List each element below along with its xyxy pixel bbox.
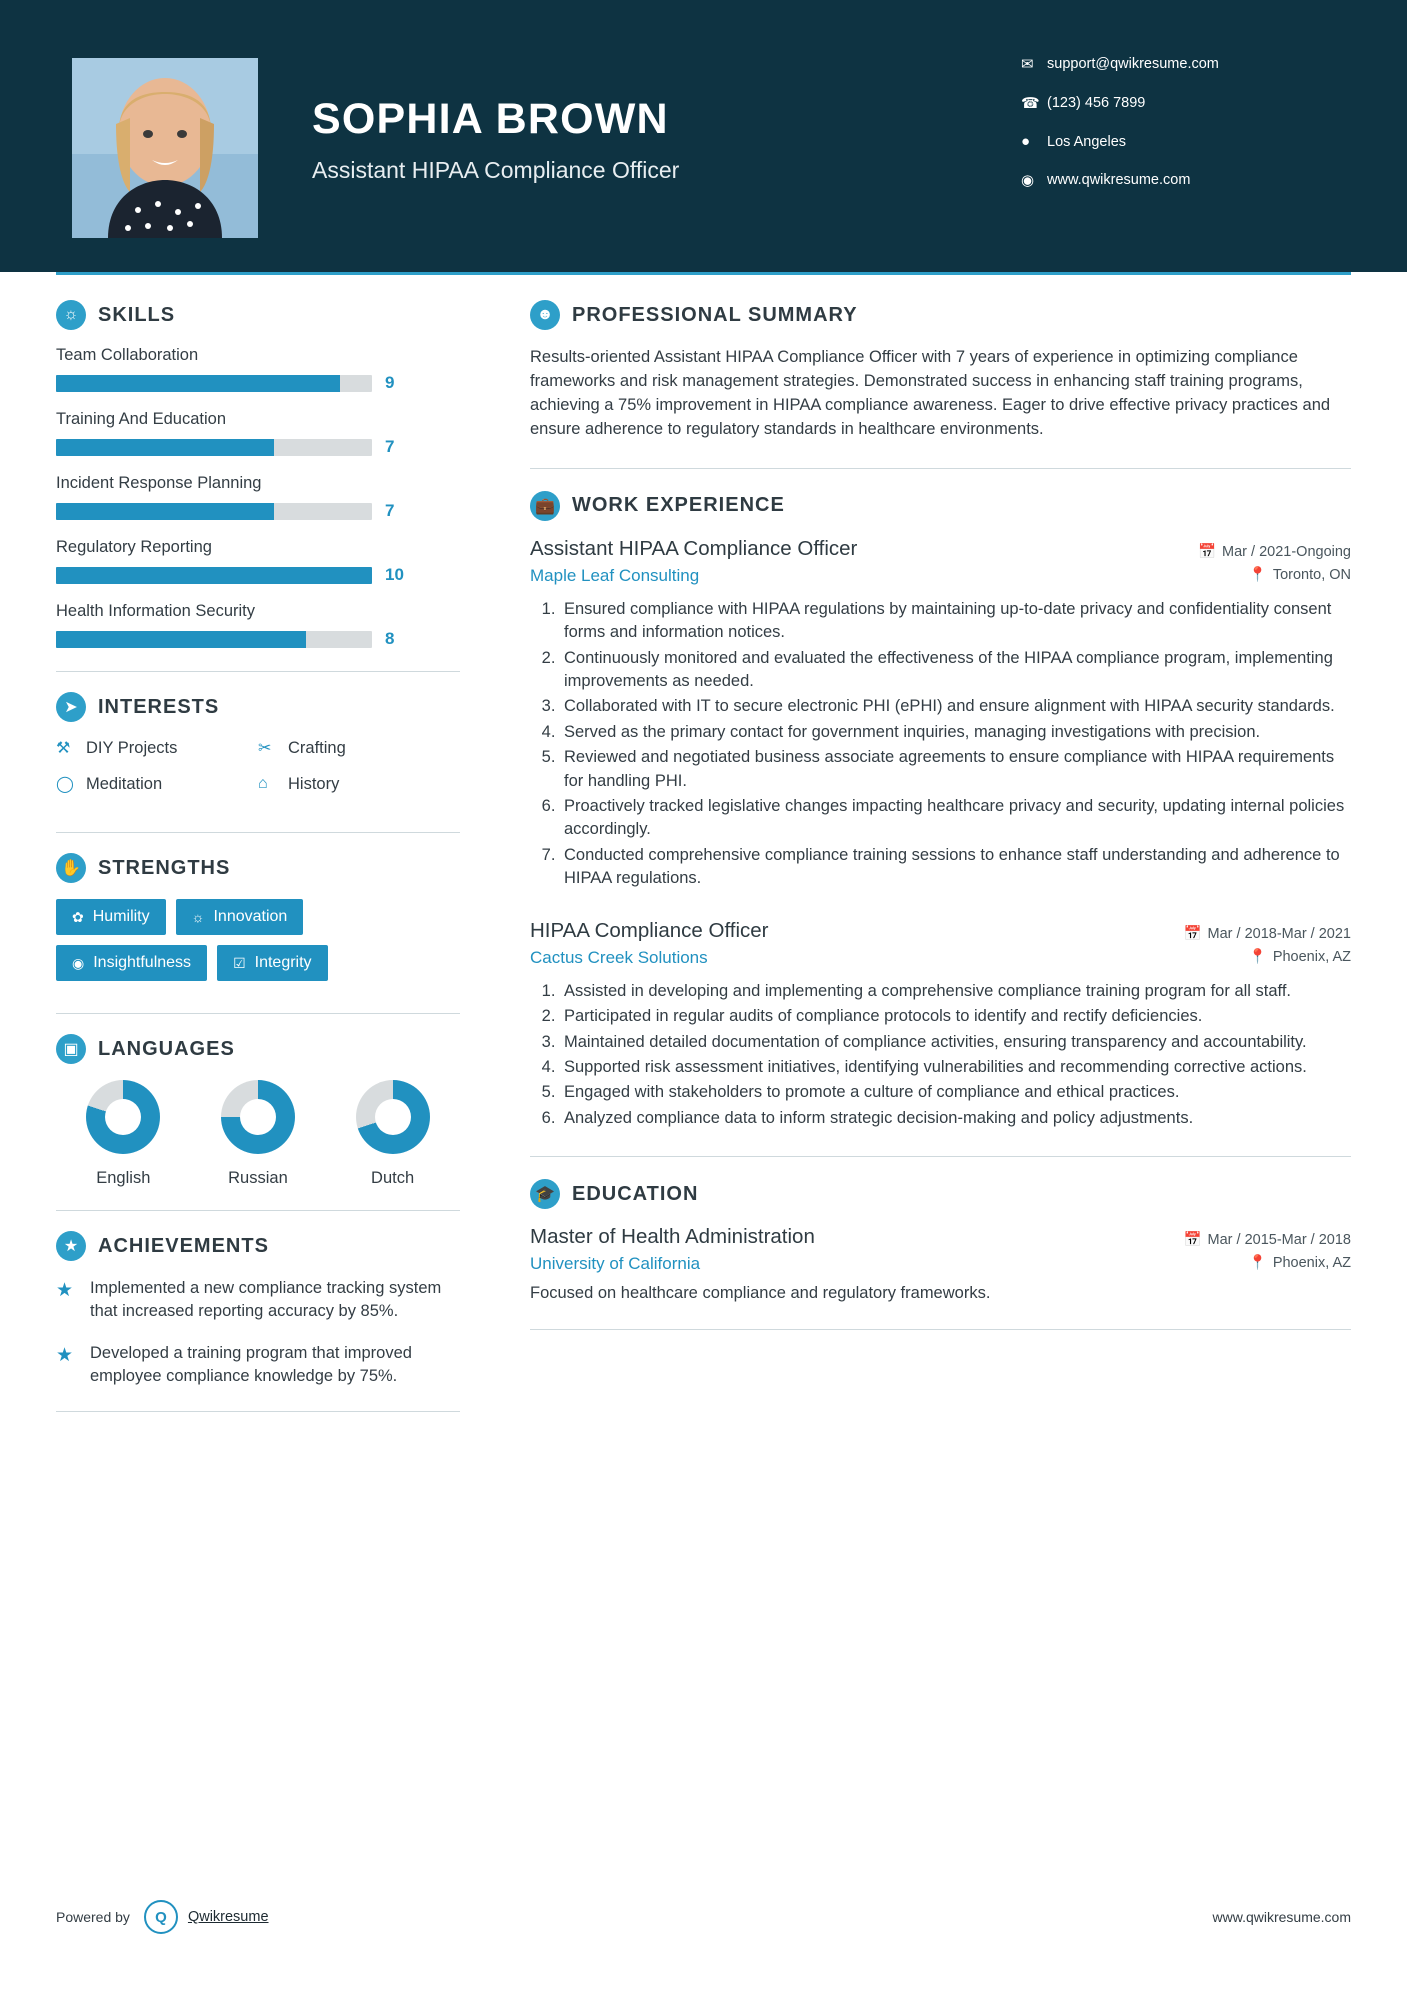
language-donut — [356, 1080, 430, 1154]
work-company: Cactus Creek Solutions — [530, 947, 708, 967]
phone-icon: ☎ — [1021, 95, 1040, 112]
globe-icon: ◉ — [1021, 172, 1035, 189]
section-divider — [530, 1156, 1351, 1157]
contact-website-text: www.qwikresume.com — [1047, 172, 1191, 188]
interests-heading — [56, 692, 460, 722]
briefcase-icon: 💼 — [530, 491, 560, 521]
section-divider — [56, 1411, 460, 1412]
eye-icon: ◉ — [72, 954, 85, 971]
identity-block — [312, 95, 680, 184]
language-label: English — [96, 1169, 151, 1187]
education-entry — [530, 1225, 1351, 1303]
summary-text: Results-oriented Assistant HIPAA Compliance Officer with 7 years of experience in optimizing compliance frameworks and risk management strategies. Demonstrated success in enhancing staff training programs, achieving a 75% improvement in HIPAA compliance awareness. Eager to drive effective privacy practices and ensure adherence to regulatory standards in healthcare environments. — [530, 348, 1331, 438]
work-bullet: 4. Served as the primary contact for government inquiries, managing investigations with precision. — [560, 721, 1351, 744]
work-bullet: 4. Supported risk assessment initiatives, identifying vulnerabilities and recommending corrective actions. — [560, 1056, 1351, 1079]
language-label: Dutch — [371, 1169, 415, 1187]
language-donut — [86, 1080, 160, 1154]
work-role: Assistant HIPAA Compliance Officer — [530, 536, 858, 560]
calendar-icon: 📅 — [1183, 1232, 1202, 1249]
work-role: HIPAA Compliance Officer — [530, 918, 769, 942]
strength-label: Humility — [92, 908, 150, 925]
resume-header — [0, 0, 1407, 272]
user-circle-icon: ☻ — [530, 300, 560, 330]
calendar-icon: 📅 — [1183, 925, 1202, 942]
strengths-title: STRENGTHS — [98, 856, 231, 879]
skill-item — [56, 410, 460, 457]
work-location-text: Toronto, ON — [1272, 566, 1351, 583]
achievements-heading — [56, 1231, 460, 1261]
work-entry — [530, 919, 1351, 1131]
work-date-text: Mar / 2018-Mar / 2021 — [1207, 925, 1351, 942]
strength-chip — [176, 899, 304, 935]
interest-label: Crafting — [288, 738, 346, 757]
skill-value: 7 — [385, 501, 395, 520]
work-location-text: Phoenix, AZ — [1272, 948, 1351, 965]
interests-title: INTERESTS — [98, 695, 220, 718]
achievement-item — [56, 1277, 460, 1324]
work-location — [1249, 566, 1351, 583]
work-bullet: 3. Collaborated with IT to secure electronic PHI (ePHI) and ensure alignment with HIPAA security standards. — [560, 695, 1351, 718]
section-achievements — [56, 1231, 460, 1389]
skill-item — [56, 346, 460, 393]
achievement-text: Implemented a new compliance tracking system that increased reporting accuracy by 85%. — [90, 1279, 442, 1321]
skill-bar — [56, 439, 372, 456]
education-location-text: Phoenix, AZ — [1272, 1255, 1351, 1272]
interest-label: Meditation — [86, 774, 163, 793]
summary-title: PROFESSIONAL SUMMARY — [572, 303, 858, 326]
work-date — [1198, 537, 1351, 560]
left-column — [56, 300, 494, 1432]
interest-label: History — [288, 774, 340, 793]
section-strengths — [56, 853, 460, 991]
graduation-icon: 🎓 — [530, 1179, 560, 1209]
skill-bar — [56, 503, 372, 520]
skill-bar — [56, 567, 372, 584]
skill-label: Training And Education — [56, 410, 227, 428]
contact-website[interactable] — [1021, 171, 1321, 189]
section-languages — [56, 1034, 460, 1188]
section-interests — [56, 692, 460, 810]
strength-label: Insightfulness — [93, 954, 192, 971]
strength-chip — [56, 899, 166, 935]
achievements-title: ACHIEVEMENTS — [98, 1234, 269, 1257]
work-heading — [530, 491, 1351, 521]
full-name: SOPHIA BROWN — [312, 95, 669, 143]
right-column — [494, 300, 1351, 1432]
strength-chip — [217, 945, 327, 981]
contact-email-text: support@qwikresume.com — [1047, 56, 1219, 72]
education-location — [1249, 1254, 1351, 1271]
skill-label: Team Collaboration — [56, 346, 199, 364]
avatar — [72, 58, 258, 238]
education-title: EDUCATION — [572, 1182, 699, 1205]
strength-label: Innovation — [213, 908, 288, 925]
section-divider — [56, 1210, 460, 1211]
resume-body — [0, 272, 1407, 1432]
scissors-icon: ✂ — [258, 740, 272, 757]
bank-icon: ⌂ — [258, 775, 268, 792]
education-degree: Master of Health Administration — [530, 1225, 815, 1249]
language-item — [191, 1080, 326, 1188]
hand-icon: ✋ — [56, 853, 86, 883]
work-bullet: 1. Ensured compliance with HIPAA regulations by maintaining up-to-date privacy and confidentiality consent forms and information notices. — [560, 598, 1351, 645]
skills-title: SKILLS — [98, 303, 176, 326]
strengths-heading — [56, 853, 460, 883]
contact-email[interactable] — [1021, 55, 1321, 73]
star-icon: ★ — [56, 1280, 74, 1301]
work-bullet: 6. Proactively tracked legislative changes impacting healthcare privacy and security, updating internal policies accordingly. — [560, 795, 1351, 842]
work-date-text: Mar / 2021-Ongoing — [1222, 543, 1351, 560]
work-bullet: 2. Participated in regular audits of compliance protocols to identify and rectify deficiencies. — [560, 1005, 1351, 1028]
bulb-icon: ☼ — [191, 909, 205, 925]
education-heading — [530, 1179, 1351, 1209]
work-bullet: 5. Reviewed and negotiated business associate agreements to ensure compliance with HIPAA requirements for handling PHI. — [560, 746, 1351, 793]
work-bullet: 6. Analyzed compliance data to inform strategic decision-making and policy adjustments. — [560, 1107, 1351, 1130]
languages-heading — [56, 1034, 460, 1064]
qwikresume-link[interactable]: Qwikresume — [187, 1909, 269, 1925]
resume-footer — [56, 1900, 1351, 1934]
section-divider — [56, 832, 460, 833]
work-entry — [530, 537, 1351, 891]
languages-title: LANGUAGES — [98, 1037, 235, 1060]
circle-icon: ◯ — [56, 776, 74, 793]
skill-value: 8 — [385, 629, 395, 648]
section-professional-summary — [530, 300, 1351, 442]
strength-chip — [56, 945, 207, 981]
work-company: Maple Leaf Consulting — [530, 565, 700, 585]
education-date — [1183, 1225, 1351, 1248]
education-school: University of California — [530, 1254, 701, 1274]
work-bullets — [530, 980, 1351, 1131]
leaf-icon: ✿ — [72, 908, 84, 925]
skill-label: Incident Response Planning — [56, 474, 262, 492]
achievement-text: Developed a training program that improved employee compliance knowledge by 75%. — [90, 1343, 412, 1386]
skill-value: 7 — [385, 437, 395, 456]
star-badge-icon: ★ — [56, 1231, 86, 1261]
work-location — [1249, 948, 1351, 965]
achievement-item — [56, 1342, 460, 1389]
skill-item — [56, 602, 460, 649]
interest-item — [258, 738, 460, 758]
interest-label: DIY Projects — [86, 738, 178, 757]
header-accent-rule — [56, 272, 1351, 275]
section-divider — [56, 1013, 460, 1014]
contact-location-text: Los Angeles — [1047, 133, 1127, 150]
section-skills — [56, 300, 460, 649]
work-bullet: 2. Continuously monitored and evaluated the effectiveness of the HIPAA compliance program, implementing improvements as needed. — [560, 647, 1351, 694]
language-label: Russian — [228, 1169, 288, 1187]
location-pin-icon: 📍 — [1248, 1255, 1267, 1272]
skill-label: Health Information Security — [56, 602, 256, 620]
skill-bar — [56, 375, 372, 392]
envelope-icon: ✉ — [1021, 56, 1034, 73]
summary-heading — [530, 300, 1351, 330]
paper-plane-icon: ➤ — [56, 692, 86, 722]
work-title: WORK EXPERIENCE — [572, 494, 785, 517]
skill-value: 10 — [385, 565, 404, 584]
contact-location — [1021, 133, 1321, 150]
footer-website[interactable]: www.qwikresume.com — [1212, 1909, 1351, 1925]
interest-item — [258, 774, 460, 794]
avatar-illustration — [72, 58, 258, 238]
location-pin-icon: 📍 — [1248, 566, 1267, 583]
language-donut — [221, 1080, 295, 1154]
section-education — [530, 1179, 1351, 1303]
section-divider — [530, 468, 1351, 469]
work-date — [1183, 919, 1351, 942]
contact-list — [1021, 55, 1321, 210]
skill-bar — [56, 631, 372, 648]
translate-icon: ▣ — [56, 1034, 86, 1064]
work-bullet: 5. Engaged with stakeholders to promote a culture of compliance and ethical practices. — [560, 1081, 1351, 1104]
work-bullet: 1. Assisted in developing and implementing a comprehensive compliance training program for all staff. — [560, 980, 1351, 1003]
check-box-icon: ☑ — [233, 954, 246, 971]
skill-value: 9 — [385, 373, 395, 392]
location-pin-icon: 📍 — [1248, 948, 1267, 965]
interest-item — [56, 738, 258, 758]
work-bullet: 7. Conducted comprehensive compliance training sessions to enhance staff understanding and adherence to HIPAA regulations. — [560, 844, 1351, 891]
qwikresume-logo-icon: Q — [144, 1900, 178, 1934]
job-title: Assistant HIPAA Compliance Officer — [312, 157, 680, 183]
location-pin-icon: ● — [1021, 133, 1031, 150]
contact-phone[interactable] — [1021, 94, 1321, 112]
section-divider — [56, 671, 460, 672]
section-work-experience — [530, 491, 1351, 1131]
calendar-icon: 📅 — [1197, 543, 1217, 560]
skill-item — [56, 538, 460, 585]
skills-heading — [56, 300, 460, 330]
work-bullets — [530, 598, 1351, 891]
language-item — [325, 1080, 460, 1188]
lightbulb-icon: ☼ — [56, 300, 86, 330]
section-divider — [530, 1329, 1351, 1330]
language-item — [56, 1080, 191, 1188]
star-icon: ★ — [56, 1344, 74, 1366]
powered-by-label: Powered by — [56, 1909, 130, 1925]
education-description: Focused on healthcare compliance and regulatory frameworks. — [530, 1284, 991, 1303]
strength-label: Integrity — [254, 954, 312, 971]
work-bullet: 3. Maintained detailed documentation of compliance activities, ensuring transparency and accountability. — [560, 1031, 1351, 1054]
skill-label: Regulatory Reporting — [56, 538, 212, 556]
contact-phone-text: (123) 456 7899 — [1047, 95, 1146, 111]
education-date-text: Mar / 2015-Mar / 2018 — [1207, 1232, 1351, 1249]
interest-item — [56, 774, 258, 794]
wrench-icon: ⚒ — [56, 740, 71, 757]
skill-item — [56, 474, 460, 521]
